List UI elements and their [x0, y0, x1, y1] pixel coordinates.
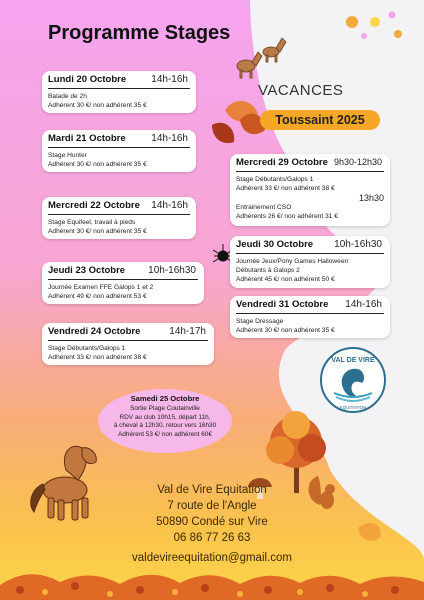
card-time: 10h-16h30	[334, 239, 382, 250]
schedule-card-jeudi-23	[42, 262, 204, 304]
card-price: Adhérent 49 €/ non adhérent 53 €	[48, 293, 147, 300]
page-title: Programme Stages	[48, 22, 231, 44]
club-street: 7 route de l'Angle	[167, 500, 257, 512]
club-phone[interactable]: 06 86 77 26 63	[173, 532, 251, 544]
card-time: 14h-17h	[169, 326, 206, 337]
card-price: Adhérent 30 €/ non adhérent 35 €	[48, 228, 147, 235]
logo-title: VAL DE VIRE	[331, 357, 375, 364]
schedule-card-vendredi-31	[230, 296, 390, 338]
card-time: 14h-16h	[345, 299, 382, 310]
card-time: 14h-16h	[151, 74, 188, 85]
card-time: 14h-16h	[151, 133, 188, 144]
card-price: Adhérent 30 €/ non adhérent 35 €	[236, 327, 335, 334]
card-activity: Journée Examen FFE Galops 1 et 2	[48, 284, 154, 291]
card-day: Mercredi 29 Octobre	[236, 157, 328, 168]
card-price: Adhérent 33 €/ non adhérent 38 €	[236, 185, 335, 192]
val-de-vire-logo	[318, 345, 388, 415]
card-time: 10h-16h30	[148, 265, 196, 276]
card-activity: Journée Jeux/Pony Games Halloween	[236, 258, 349, 265]
card-price: Adhérent 30 €/ non adhérent 35 €	[48, 161, 147, 168]
card-activity-afternoon: Entrainement CSO	[236, 204, 292, 211]
event-detail: à cheval à 12h30, retour vers 16h30	[113, 422, 217, 430]
club-city: 50890 Condé sur Vire	[156, 516, 268, 528]
divider	[236, 171, 384, 172]
event-detail: RDV au club 10h15, départ 11h,	[119, 413, 211, 421]
divider	[48, 340, 208, 341]
schedule-card-mardi	[42, 130, 196, 172]
card-price: Adhérent 33 €/ non adhérent 38 €	[48, 354, 147, 361]
card-level: Débutants à Galops 2	[236, 267, 300, 274]
card-price: Adhérent 30 €/ non adhérent 35 €	[48, 102, 147, 109]
card-activity: Balade de 2h	[48, 93, 87, 100]
card-day: Vendredi 24 Octobre	[48, 326, 141, 337]
toussaint-badge: Toussaint 2025	[260, 110, 380, 130]
divider	[236, 313, 384, 314]
samedi-event	[98, 389, 232, 453]
card-activity: Stage Dressage	[236, 318, 284, 325]
card-day: Jeudi 23 Octobre	[48, 265, 126, 276]
divider	[48, 147, 190, 148]
card-day: Mercredi 22 Octobre	[48, 200, 140, 211]
club-email[interactable]: valdevireequitation@gmail.com	[132, 552, 292, 564]
schedule-card-mercredi-29	[230, 154, 390, 226]
card-price: Adhérent 45 €/ non adhérent 50 €	[236, 276, 335, 283]
divider	[236, 253, 384, 254]
card-time-afternoon: 13h30	[358, 193, 384, 203]
card-activity: Stage Hunter	[48, 152, 87, 159]
card-day: Jeudi 30 Octobre	[236, 239, 314, 250]
card-day: Lundi 20 Octobre	[48, 74, 127, 85]
event-day: Samedi 25 Octobre	[130, 394, 200, 403]
event-title: Sortie Plage Coutainville	[130, 405, 200, 412]
event-price: Adhérent 53 €/ non adhérent 60€	[118, 430, 212, 438]
card-time: 14h-16h	[151, 200, 188, 211]
divider	[48, 88, 190, 89]
contact-block	[0, 482, 424, 566]
card-price-afternoon: Adhérents 26 €/ non adhérent 31 €	[236, 213, 338, 220]
divider	[48, 279, 198, 280]
card-day: Vendredi 31 Octobre	[236, 299, 329, 310]
card-activity: Stage Equifeel, travail à pieds	[48, 219, 136, 226]
logo-subtitle: EQUITATION	[339, 405, 367, 410]
card-day: Mardi 21 Octobre	[48, 133, 126, 144]
vacances-label: VACANCES	[258, 82, 344, 99]
divider	[48, 214, 190, 215]
schedule-card-jeudi-30	[230, 236, 390, 288]
schedule-card-lundi	[42, 71, 196, 113]
schedule-card-vendredi-24	[42, 323, 214, 365]
club-name: Val de Vire Equitation	[157, 484, 267, 496]
schedule-card-mercredi-22	[42, 197, 196, 239]
card-time: 9h30-12h30	[333, 157, 382, 167]
card-activity: Stage Débutants/Galops 1	[48, 345, 126, 352]
card-activity: Stage Débutants/Galops 1	[236, 176, 314, 183]
